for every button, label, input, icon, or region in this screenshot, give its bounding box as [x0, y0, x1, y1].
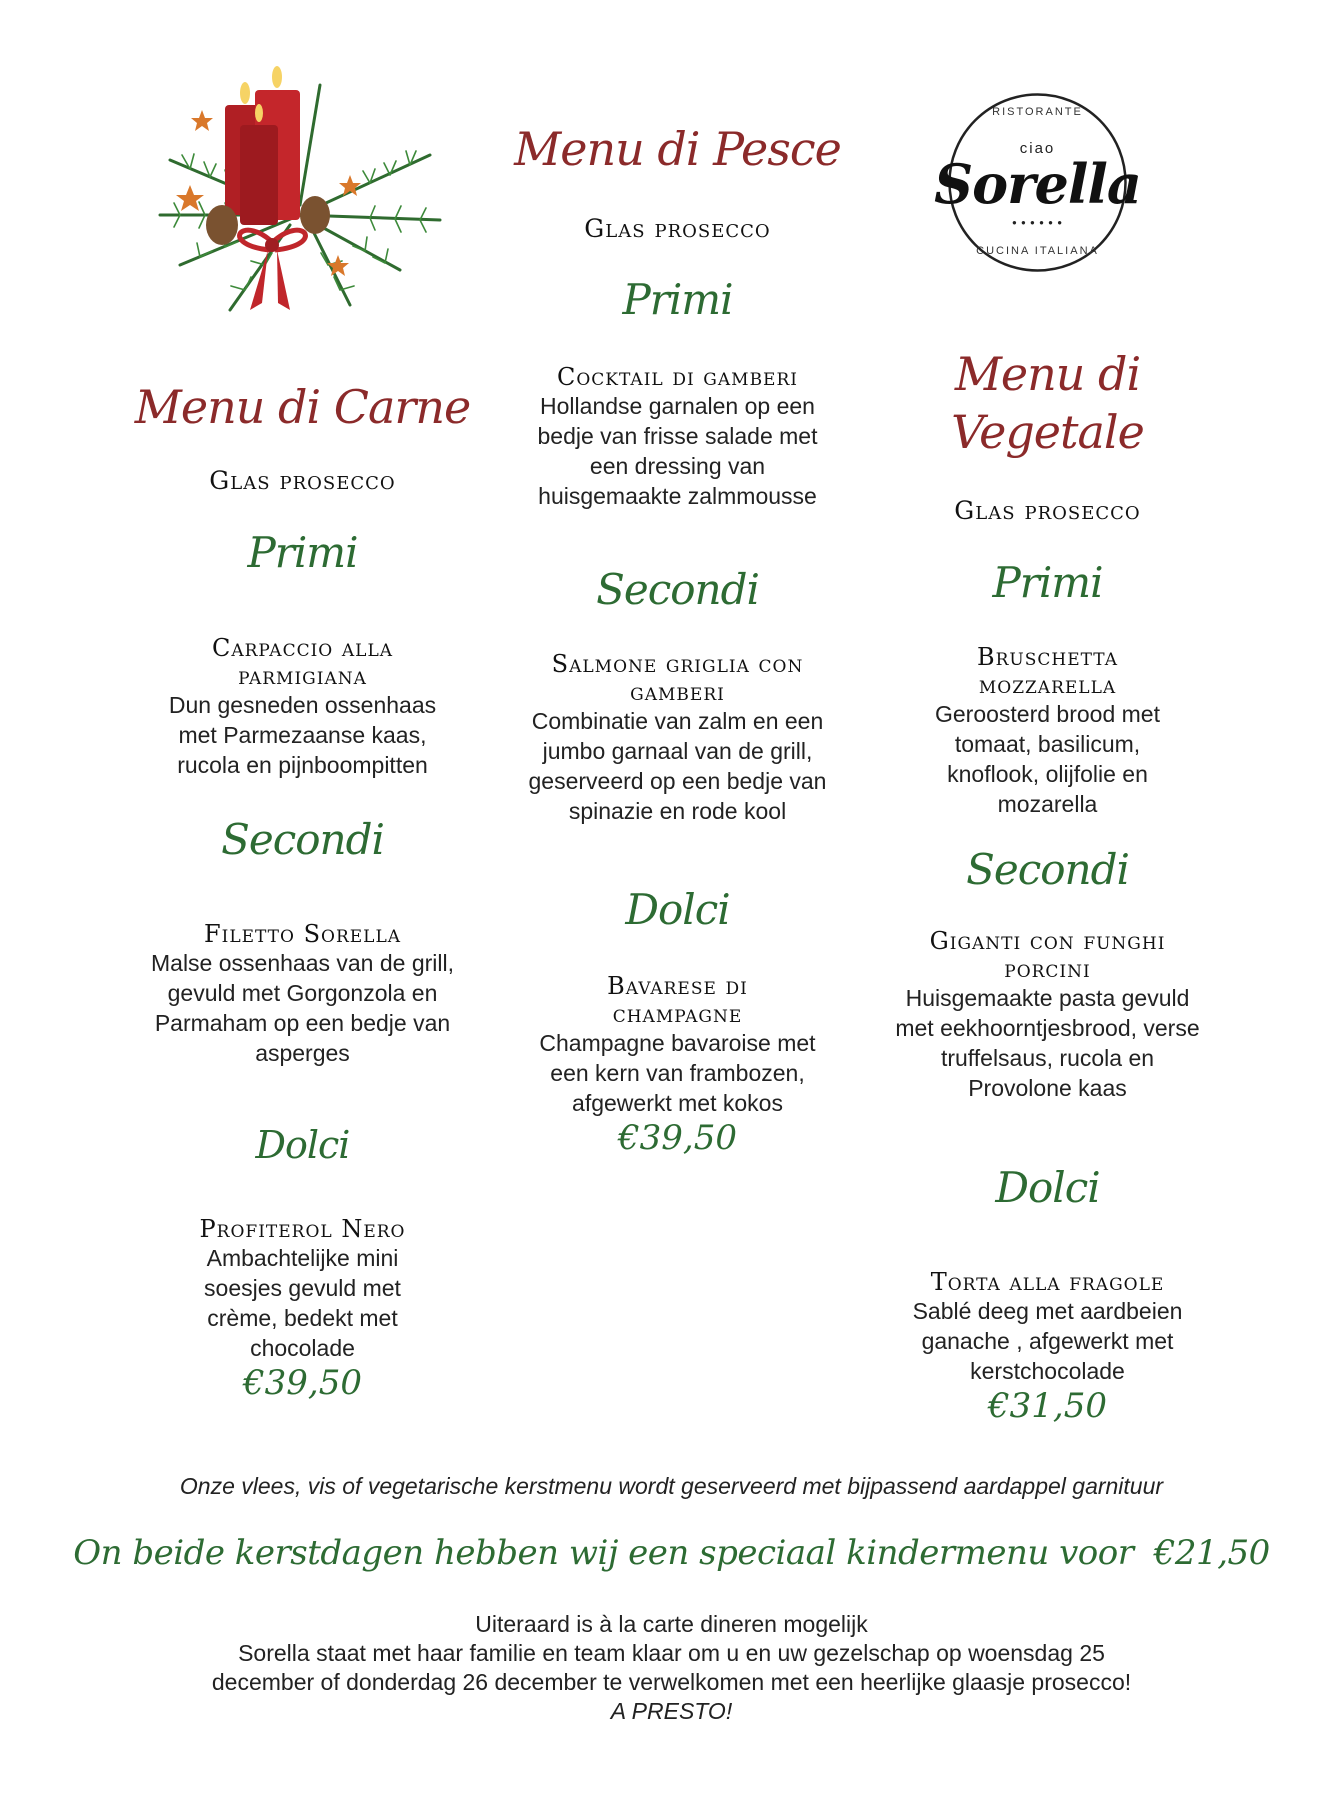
dish-name: Cocktail di gamberi [557, 363, 798, 391]
carne-secondi-dish [150, 920, 455, 1068]
dish-description: Malse ossenhaas van de grill, gevuld met Gorgonzola en Parmaham op een bedje van asperges [151, 950, 454, 1066]
pesce-primi-heading: Primi [622, 275, 733, 324]
carne-primi-heading: Primi [247, 528, 358, 577]
vegetale-glas-prosecco: Glas prosecco [954, 496, 1141, 525]
dish-description: Combinatie van zalm en een jumbo garnaal van de grill, geserveerd op een bedje van spinazie en rode kool [528, 708, 827, 824]
menu-price: €31,50 [988, 1386, 1107, 1426]
pesce-secondi-heading: Secondi [596, 565, 759, 614]
logo-dots: ● ● ● ● ● ● [1011, 218, 1064, 227]
logo-bottom-text: CUCINA ITALIANA [976, 245, 1099, 257]
dish-name: Carpaccio alla parmigiana [211, 634, 394, 690]
dish-description: Dun gesneden ossenhaas met Parmezaanse kaas, rucola en pijnboompitten [168, 692, 437, 778]
closing-line-3: december of donderdag 26 december te verwelkomen met een heerlijke glaasje prosecco! [211, 1669, 1132, 1695]
kids-menu-price: €21,50 [1153, 1533, 1270, 1573]
kids-menu-text: On beide kerstdagen hebben wij een speciaal kindermenu voor [73, 1533, 1134, 1573]
dish-name: Torta alla fragole [930, 1268, 1165, 1296]
menu-carne-title: Menu di Carne [134, 380, 471, 434]
dish-description: Hollandse garnalen op een bedje van frisse salade met een dressing van huisgemaakte zalmmousse [537, 393, 818, 509]
vegetale-primi-heading: Primi [992, 558, 1103, 607]
carne-dolci-heading: Dolci [255, 1123, 350, 1167]
dish-name: Filetto Sorella [203, 920, 402, 948]
dish-description: Ambachtelijke mini soesjes gevuld met crème, bedekt met chocolade [204, 1245, 401, 1361]
dish-name: Bavarese di champagne [607, 972, 748, 1028]
dish-name: Bruschetta mozzarella [977, 643, 1118, 699]
closing-message [0, 1610, 1343, 1726]
vegetale-dolci-heading: Dolci [995, 1163, 1100, 1212]
menu-price: €39,50 [243, 1363, 362, 1403]
menu-vegetale-title-line2: Vegetale [951, 405, 1144, 459]
pesce-primi-dish [525, 363, 830, 511]
vegetale-primi-dish [895, 643, 1200, 819]
logo-top-text: RISTORANTE [992, 106, 1083, 118]
dish-description: Champagne bavaroise met een kern van frambozen, afgewerkt met kokos [539, 1030, 816, 1116]
dish-description: Geroosterd brood met tomaat, basilicum, knoflook, olijfolie en mozarella [934, 701, 1160, 817]
dish-description: Huisgemaakte pasta gevuld met eekhoorntjesbrood, verse truffelsaus, rucola en Provolone kaas [895, 985, 1200, 1101]
dish-name: Salmone griglia con gamberi [551, 650, 804, 706]
carne-primi-dish [150, 634, 455, 780]
dish-name: Giganti con funghi porcini [929, 927, 1166, 983]
menu-vegetale-title [895, 345, 1200, 461]
logo-name: Sorella [934, 152, 1141, 216]
garnish-note: Onze vlees, vis of vegetarische kerstmenu wordt geserveerd met bijpassend aardappel garnituur [179, 1473, 1164, 1499]
menu-price: €39,50 [618, 1118, 737, 1158]
logo-small-text: ciao [1019, 140, 1056, 157]
pesce-dolci-heading: Dolci [625, 885, 730, 934]
pesce-glas-prosecco: Glas prosecco [584, 214, 771, 243]
carne-secondi-heading: Secondi [221, 815, 384, 864]
kids-menu-line [0, 1533, 1343, 1573]
closing-signoff: A PRESTO! [610, 1698, 733, 1724]
vegetale-secondi-heading: Secondi [966, 845, 1129, 894]
menu-pesce-title: Menu di Pesce [514, 122, 841, 176]
pesce-dolci-dish [525, 972, 830, 1158]
closing-line-2: Sorella staat met haar familie en team klaar om u en uw gezelschap op woensdag 25 [238, 1640, 1105, 1666]
menu-vegetale-title-line1: Menu di [954, 347, 1141, 401]
vegetale-dolci-dish [895, 1268, 1200, 1426]
dish-name: Profiterol Nero [199, 1215, 406, 1243]
carne-glas-prosecco: Glas prosecco [209, 466, 396, 495]
dish-description: Sablé deeg met aardbeien ganache , afgewerkt met kerstchocolade [912, 1298, 1183, 1384]
pesce-secondi-dish [525, 650, 830, 826]
closing-line-1: Uiteraard is à la carte dineren mogelijk [475, 1611, 868, 1637]
vegetale-secondi-dish [895, 927, 1200, 1103]
christmas-candles-decoration [150, 65, 450, 320]
carne-dolci-dish [150, 1215, 455, 1403]
restaurant-logo [934, 90, 1141, 275]
